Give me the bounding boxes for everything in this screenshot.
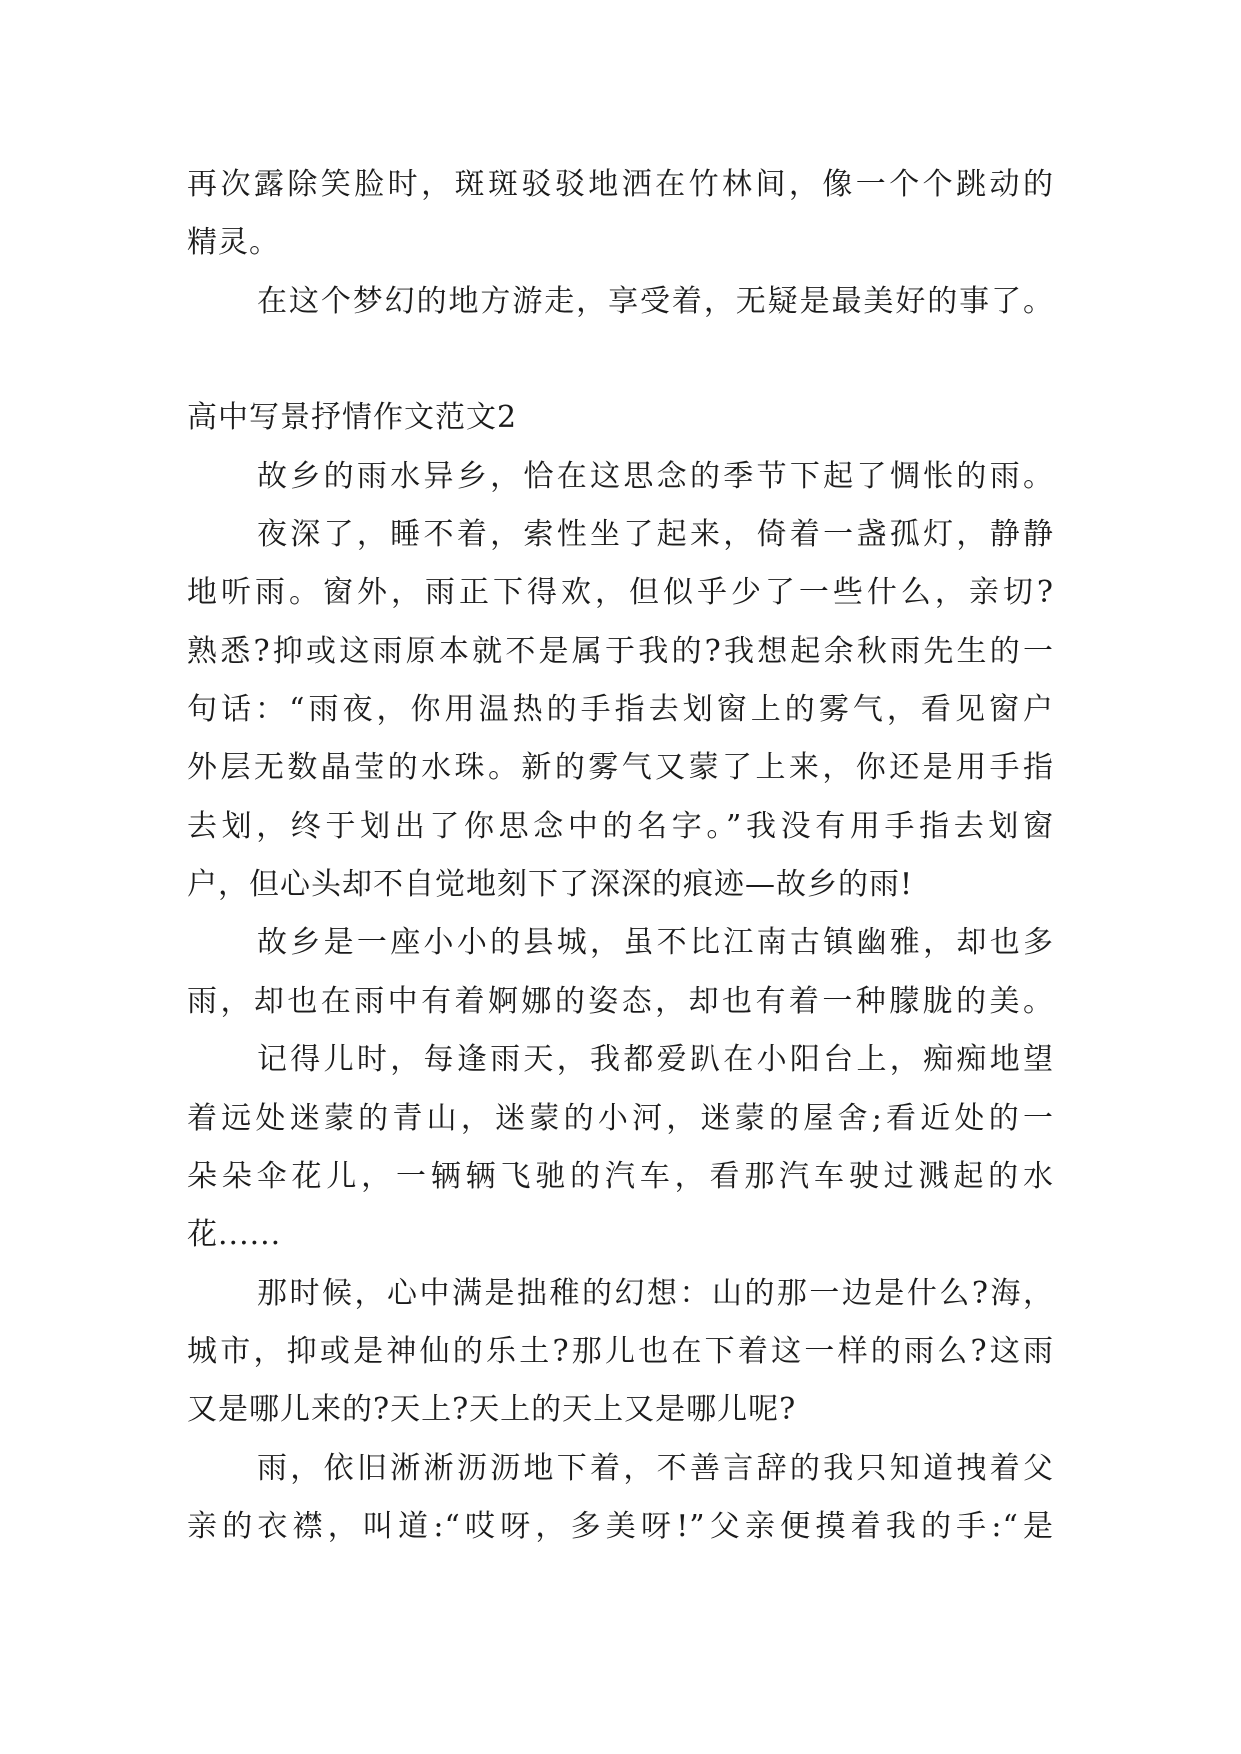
paragraph-line: 户，但心头却不自觉地刻下了深深的痕迹—故乡的雨! [187, 867, 914, 903]
paragraph-line: 城市，抑或是神仙的乐土?那儿也在下着这一样的雨么?这雨 [187, 1333, 1054, 1369]
paragraph-line: 花...... [187, 1217, 282, 1253]
paragraph-line: 着远处迷蒙的青山，迷蒙的小河，迷蒙的屋舍;看近处的一 [187, 1100, 1054, 1136]
document-body [187, 156, 1054, 1556]
paragraph-line: 记得儿时，每逢雨天，我都爱趴在小阳台上，痴痴地望 [257, 1042, 1054, 1078]
paragraph-line: 外层无数晶莹的水珠。新的雾气又蒙了上来，你还是用手指 [187, 750, 1054, 786]
paragraph [187, 1265, 1054, 1440]
paragraph-line: 又是哪儿来的?天上?天上的天上又是哪儿呢? [187, 1392, 797, 1428]
paragraph [187, 273, 1054, 331]
paragraph [187, 448, 1054, 506]
paragraph-line: 雨，依旧淅淅沥沥地下着，不善言辞的我只知道拽着父 [257, 1450, 1054, 1486]
blank-line [187, 331, 1054, 389]
paragraph-line: 句话：“雨夜，你用温热的手指去划窗上的雾气，看见窗户 [187, 692, 1054, 728]
paragraph [187, 914, 1054, 1031]
paragraph-line: 雨，却也在雨中有着婀娜的姿态，却也有着一种朦胧的美。 [187, 983, 1054, 1019]
paragraph-line: 夜深了，睡不着，索性坐了起来，倚着一盏孤灯，静静 [257, 517, 1054, 553]
paragraph [187, 1440, 1054, 1557]
paragraph-line: 故乡的雨水异乡，恰在这思念的季节下起了惆怅的雨。 [257, 458, 1054, 494]
paragraph [187, 1031, 1054, 1264]
paragraph-line: 在这个梦幻的地方游走，享受着，无疑是最美好的事了。 [257, 283, 1054, 319]
paragraph-line: 那时候，心中满是拙稚的幻想：山的那一边是什么?海， [257, 1275, 1054, 1311]
paragraph-line: 故乡是一座小小的县城，虽不比江南古镇幽雅，却也多 [257, 925, 1054, 961]
paragraph [187, 506, 1054, 914]
section-heading: 高中写景抒情作文范文2 [187, 400, 518, 436]
paragraph-line: 地听雨。窗外，雨正下得欢，但似乎少了一些什么，亲切? [187, 575, 1054, 611]
paragraph-line: 再次露除笑脸时，斑斑驳驳地洒在竹林间，像一个个跳动的 [187, 167, 1054, 202]
paragraph-line: 朵朵伞花儿，一辆辆飞驰的汽车，看那汽车驶过溅起的水 [187, 1158, 1054, 1194]
paragraph-line: 精灵。 [187, 225, 280, 261]
paragraph-line: 亲的衣襟，叫道:“哎呀，多美呀!”父亲便摸着我的手:“是 [187, 1508, 1054, 1544]
paragraph-line: 去划，终于划出了你思念中的名字。”我没有用手指去划窗 [187, 808, 1054, 844]
paragraph [187, 156, 1054, 273]
paragraph-line: 熟悉?抑或这雨原本就不是属于我的?我想起余秋雨先生的一 [187, 633, 1054, 669]
